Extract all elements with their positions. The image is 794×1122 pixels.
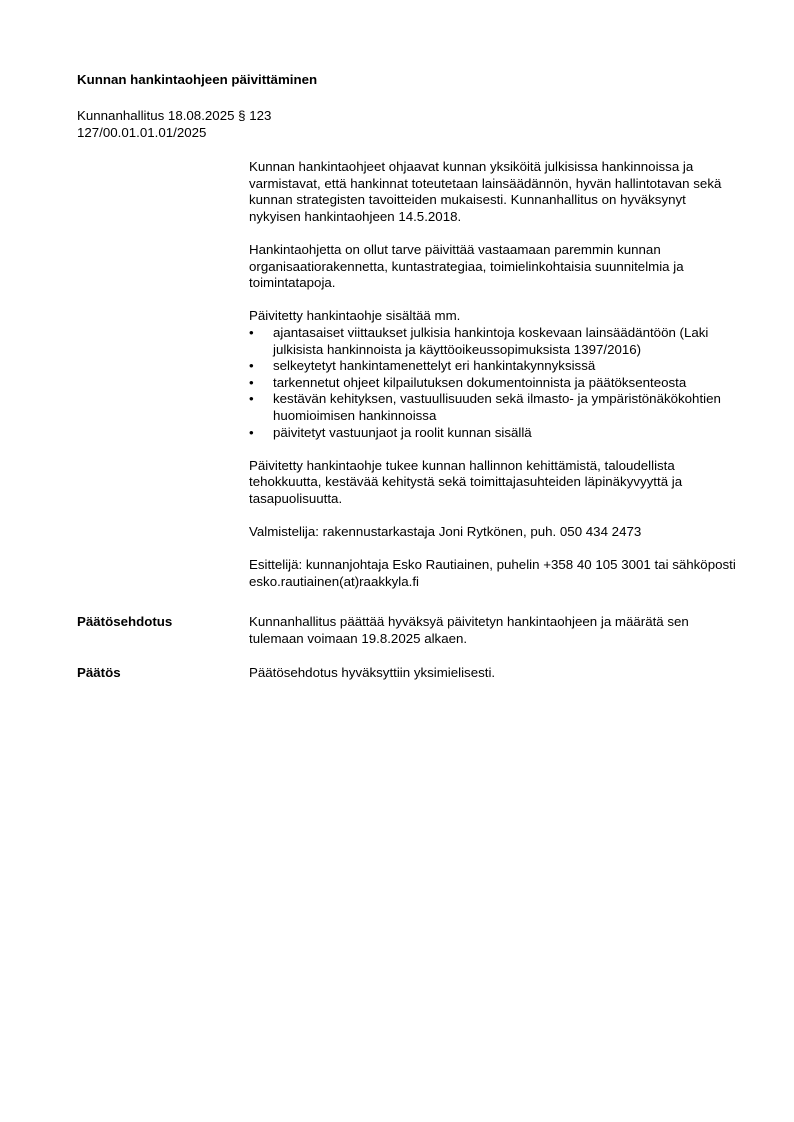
list-item-text: ajantasaiset viittaukset julkisia hankintoja koskevaan lainsäädäntöön (Laki julkisista hankinnoista ja käyttöoikeussopimuksista 1397/2016)	[273, 324, 709, 357]
paragraph-benefits: Päivitetty hankintaohje tukee kunnan hallinnon kehittämistä, taloudellista tehokkuutta, kestävää kehitystä sekä toimittajasuhteiden läpinäkyvyyttä ja tasapuolisuutta.	[249, 457, 683, 506]
record-number: 127/00.01.01.01/2025	[77, 124, 207, 140]
decision-text: Päätösehdotus hyväksyttiin yksimielisesti.	[249, 665, 496, 680]
list-item	[249, 425, 739, 442]
document-body	[249, 159, 739, 607]
list-item-text: päivitetyt vastuunjaot ja roolit kunnan sisällä	[273, 424, 532, 440]
bullet-icon: •	[249, 358, 254, 374]
list-item	[249, 375, 739, 392]
bullet-icon: •	[249, 374, 254, 390]
proposal-label: Päätösehdotus	[77, 614, 173, 629]
list-item-text: tarkennetut ohjeet kilpailutuksen dokumentoinnista ja päätöksenteosta	[273, 374, 687, 390]
list-item	[249, 391, 739, 424]
list-item	[249, 325, 739, 358]
list-item	[249, 358, 739, 375]
meeting-info	[77, 108, 271, 141]
list-item-text: selkeytetyt hankintamenettelyt eri hankintakynnyksissä	[273, 358, 596, 374]
preparer-line: Valmistelija: rakennustarkastaja Joni Rytkönen, puh. 050 434 2473	[249, 524, 642, 540]
presenter-line: Esittelijä: kunnanjohtaja Esko Rautiainen, puhelin +358 40 105 3001 tai sähköposti esko.rautiainen(at)raakkyla.fi	[249, 557, 736, 589]
proposal-section	[77, 614, 739, 647]
list-item-text: kestävän kehityksen, vastuullisuuden sekä ilmasto- ja ympäristönäkökohtien huomioimisen hankinnoissa	[273, 391, 721, 423]
decision-label: Päätös	[77, 665, 121, 680]
proposal-text: Kunnanhallitus päättää hyväksyä päivitetyn hankintaohjeen ja määrätä sen tulemaan voimaan 19.8.2025 alkaen.	[249, 614, 689, 646]
list-intro: Päivitetty hankintaohje sisältää mm.	[249, 308, 461, 324]
bullet-icon: •	[249, 424, 254, 440]
bullet-icon: •	[249, 324, 254, 340]
content-list	[249, 325, 739, 441]
document-title: Kunnan hankintaohjeen päivittäminen	[77, 72, 318, 87]
decision-section	[77, 665, 739, 682]
bullet-icon: •	[249, 391, 254, 407]
paragraph-background: Kunnan hankintaohjeet ohjaavat kunnan yksiköitä julkisissa hankinnoissa ja varmistavat, että hankinnat toteutetaan lainsäädännön, hyvän hallintotavan sekä kunnan strategisten tavoitteiden mukaisesti. Kunnanhallitus on hyväksynyt nykyisen hankintaohjeen 14.5.2018.	[249, 159, 722, 224]
meeting-line: Kunnanhallitus 18.08.2025 § 123	[77, 108, 272, 123]
paragraph-need: Hankintaohjetta on ollut tarve päivittää vastaamaan paremmin kunnan organisaatiorakennetta, kuntastrategiaa, toimielinkohtaisia suunnitelmia ja toimintatapoja.	[249, 241, 684, 291]
